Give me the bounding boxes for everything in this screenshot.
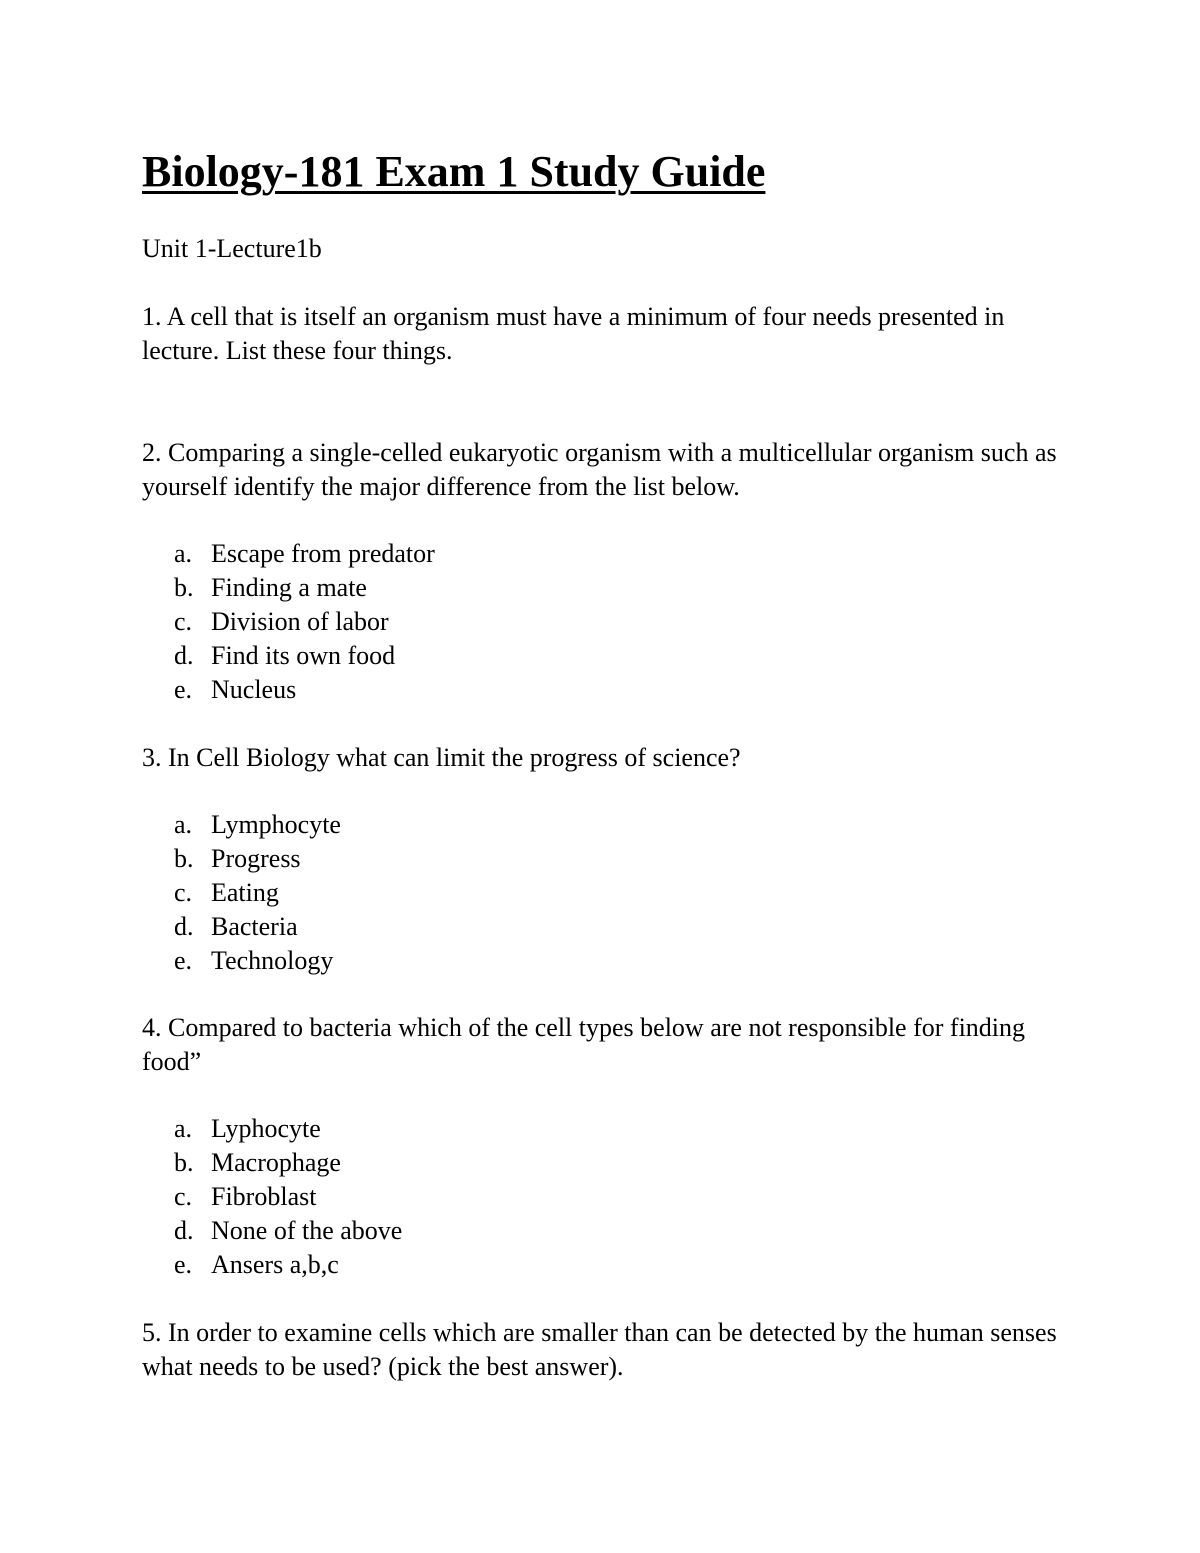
unit-heading: Unit 1-Lecture1b [142,234,322,263]
option-item [174,639,435,673]
option-letter: a. [174,810,193,839]
option-item [174,910,341,944]
option-text: Eating [211,878,279,907]
option-text: Progress [211,844,301,873]
option-item [174,1248,402,1282]
option-text: Nucleus [211,675,297,704]
option-letter: d. [174,641,194,670]
option-letter: c. [174,878,193,907]
option-letter: e. [174,675,193,704]
option-letter: d. [174,1216,194,1245]
option-text: Lymphocyte [211,810,341,839]
option-text: Fibroblast [211,1182,317,1211]
option-text: None of the above [211,1216,403,1245]
question-4-options [174,1112,402,1282]
option-item [174,1112,402,1146]
question-1-text: 1. A cell that is itself an organism must have a minimum of four needs presented in lecture. List these four things. [142,302,1005,365]
option-item [174,876,341,910]
option-text: Lyphocyte [211,1114,321,1143]
question-5-text: 5. In order to examine cells which are smaller than can be detected by the human senses what needs to be used? (pick the best answer). [142,1318,1057,1381]
option-letter: c. [174,607,193,636]
option-letter: c. [174,1182,193,1211]
option-text: Finding a mate [211,573,367,602]
option-text: Escape from predator [211,539,435,568]
option-letter: e. [174,1250,193,1279]
option-letter: a. [174,539,193,568]
question-2-options [174,537,435,707]
option-item [174,537,435,571]
question-4-text: 4. Compared to bacteria which of the cell types below are not responsible for finding food” [142,1013,1026,1076]
document-title: Biology-181 Exam 1 Study Guide [142,147,766,196]
option-item [174,1214,402,1248]
option-text: Division of labor [211,607,389,636]
option-text: Macrophage [211,1148,341,1177]
option-text: Ansers a,b,c [211,1250,339,1279]
option-letter: b. [174,573,194,602]
option-item [174,673,435,707]
option-letter: d. [174,912,194,941]
question-3-options [174,808,341,978]
option-text: Technology [211,946,334,975]
option-letter: e. [174,946,193,975]
option-item [174,842,341,876]
option-item [174,944,341,978]
option-item [174,571,435,605]
question-3-text: 3. In Cell Biology what can limit the progress of science? [142,743,741,772]
option-item [174,1146,402,1180]
option-item [174,808,341,842]
option-item [174,605,435,639]
option-text: Find its own food [211,641,396,670]
option-text: Bacteria [211,912,298,941]
option-item [174,1180,402,1214]
option-letter: a. [174,1114,193,1143]
question-2-text: 2. Comparing a single-celled eukaryotic organism with a multicellular organism such as yourself identify the major difference from the list below. [142,438,1057,501]
option-letter: b. [174,844,194,873]
option-letter: b. [174,1148,194,1177]
